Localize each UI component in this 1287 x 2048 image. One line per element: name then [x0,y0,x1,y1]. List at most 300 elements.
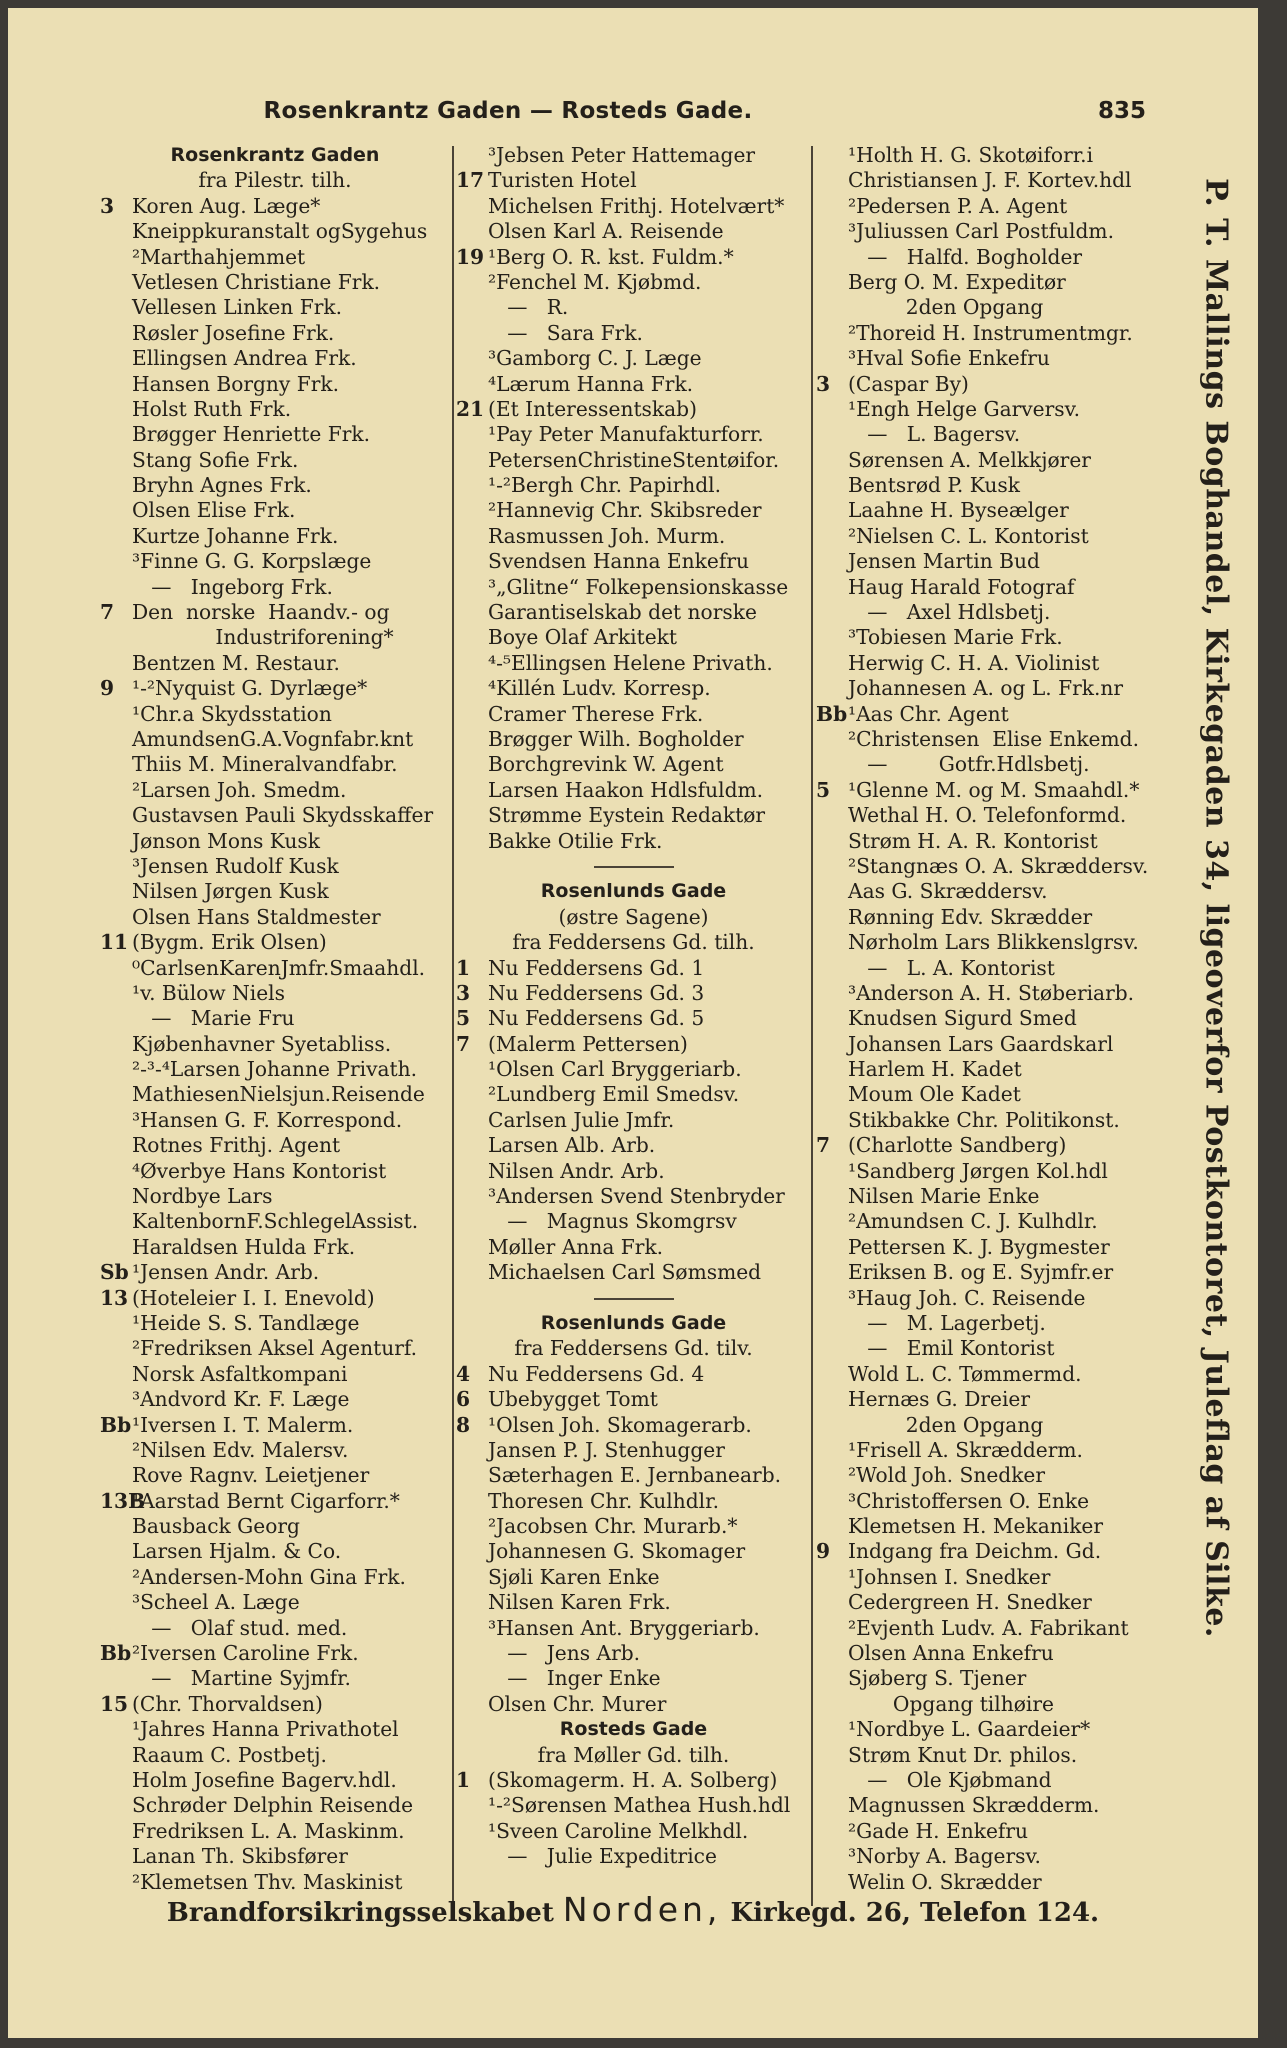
directory-entry [816,1539,1178,1564]
entry-text: 2den Opgang [848,295,1044,320]
entry-text: ²Stangnæs O. A. Skræddersv. [848,853,1149,878]
entry-text: (Hoteleier I. I. Enevold) [132,1285,375,1310]
entry-text: ²Andersen-Mohn Gina Frk. [132,1564,406,1589]
directory-entry [456,397,811,422]
directory-entry [100,1209,450,1234]
entry-text: Klemetsen H. Mekaniker [848,1514,1104,1539]
street-heading [100,143,450,168]
house-number: 3 [816,371,831,396]
directory-entry [456,702,811,727]
entry-text: Røsler Josefine Frk. [132,320,335,345]
house-number: 13B [100,1488,146,1513]
directory-entry [816,143,1178,168]
entry-text: Bausback Georg [132,1514,300,1539]
entry-text: ¹Jensen Andr. Arb. [132,1260,320,1285]
house-number: 15 [100,1691,129,1716]
directory-entry [100,1438,450,1463]
directory-page [8,8,1258,2038]
entry-text: ³Hval Sofie Enkefru [848,346,1050,371]
directory-entry [816,346,1178,371]
entry-text: ³Jebsen Peter Hattemager [488,143,756,167]
entry-text: — Ole Kjøbmand [848,1768,1052,1792]
entry-text: ⁴Øverbye Hans Kontorist [132,1158,387,1183]
entry-text: ⁴Lærum Hanna Frk. [488,371,694,396]
directory-entry [100,1413,450,1438]
entry-text: Sjøberg S. Tjener [848,1666,1027,1691]
directory-entry [816,1286,1178,1311]
directory-entry [456,194,811,219]
directory-entry [100,422,450,447]
entry-text: Magnussen Skrædderm. [848,1793,1100,1818]
entry-text: ¹Aas Chr. Agent [848,701,1009,726]
entry-text: Nu Feddersens Gd. 4 [488,1361,705,1386]
directory-entry [816,1692,1178,1717]
entry-text: ³Juliussen Carl Postfuldm. [848,219,1114,244]
entry-text: Michelsen Frithj. Hotelvært* [488,193,785,218]
entry-text: Rosenkrantz Gaden [170,144,380,166]
directory-entry [816,625,1178,650]
directory-entry [100,1159,450,1184]
entry-text: ³Andersen Svend Stenbryder [488,1184,785,1209]
entry-text: Rosenlunds Gade [540,1311,727,1334]
directory-entry [456,321,811,346]
entry-text: ³Norby A. Bagersv. [848,1844,1041,1869]
directory-entry [456,600,811,625]
directory-entry [816,1463,1178,1488]
directory-entry [456,524,811,549]
entry-text: Haraldsen Hulda Frk. [132,1234,356,1259]
entry-text: Bentsrød P. Kusk [848,473,1020,498]
entry-text: Kurtze Johanne Frk. [132,523,339,548]
house-number: 7 [816,1133,831,1158]
directory-entry [456,1819,811,1844]
entry-text: Olsen Chr. Murer [488,1691,667,1716]
footer-advertisement [8,1890,1258,1929]
entry-text: (Et Interessentskab) [488,396,697,421]
entry-text: Larsen Alb. Arb. [488,1133,656,1158]
entry-text: — Sara Frk. [488,320,643,345]
entry-text: Nu Feddersens Gd. 1 [488,955,705,980]
column-divider [452,146,454,1906]
entry-text: Larsen Haakon Hdlsfuldm. [488,777,764,802]
directory-entry [456,1514,811,1539]
directory-entry [816,752,1178,777]
entry-text: ¹Nordbye L. Gaardeier* [848,1717,1091,1742]
directory-entry [100,1260,450,1285]
entry-text: Thoresen Chr. Kulhdlr. [488,1488,719,1513]
directory-entry [456,498,811,523]
directory-entry [100,473,450,498]
directory-entry [456,1692,811,1717]
directory-entry [816,1082,1178,1107]
house-number: 3 [456,980,471,1005]
directory-entry [100,1844,450,1869]
directory-entry [100,498,450,523]
directory-entry [816,600,1178,625]
entry-text: Jensen Martin Bud [848,549,1040,574]
column-2 [456,143,811,1870]
directory-entry [456,905,811,930]
directory-entry [816,1032,1178,1057]
entry-text: ²-³-⁴Larsen Johanne Privath. [132,1057,418,1082]
directory-entry [456,448,811,473]
entry-text: (Bygm. Erik Olsen) [132,930,327,955]
directory-entry [816,879,1178,904]
directory-entry [456,1387,811,1412]
entry-text: fra Møller Gd. tilh. [537,1742,730,1767]
directory-entry [456,219,811,244]
house-number: 13 [100,1285,129,1310]
directory-entry [456,1006,811,1031]
entry-text: ⁴Killén Ludv. Korresp. [488,676,711,701]
street-heading [456,1311,811,1336]
directory-entry [816,1362,1178,1387]
side-advertisement-text: P. T. Mallings Boghandel, Kirkegaden 34, ligeoverfor Postkontoret, Juleflag af Silke. [1198,178,1234,1638]
directory-entry [100,245,450,270]
directory-entry [456,1565,811,1590]
directory-entry [100,194,450,219]
directory-entry [100,524,450,549]
directory-entry [100,346,450,371]
directory-entry [816,1413,1178,1438]
entry-text: Rosteds Gade [559,1718,708,1741]
directory-entry [456,270,811,295]
entry-text: Bentzen M. Restaur. [132,650,340,675]
directory-entry [816,295,1178,320]
entry-text: (Skomagerm. H. A. Solberg) [488,1768,778,1792]
directory-entry [816,1489,1178,1514]
entry-text: ²Amundsen C. J. Kulhdlr. [848,1209,1098,1234]
entry-text: Cramer Therese Frk. [488,701,704,726]
directory-entry [456,1743,811,1768]
directory-entry [456,727,811,752]
directory-entry [100,1184,450,1209]
entry-text: — Julie Expeditrice [488,1844,717,1869]
entry-text: ¹Aarstad Bernt Cigarforr.* [132,1488,400,1513]
directory-entry [816,1108,1178,1133]
directory-entry [456,1336,811,1361]
entry-text: Brøgger Henriette Frk. [132,422,371,447]
directory-entry [456,168,811,193]
entry-text: Christiansen J. F. Kortev.hdl [848,168,1132,193]
directory-entry [100,1539,450,1564]
directory-entry [100,651,450,676]
directory-entry [816,1717,1178,1742]
directory-entry [100,295,450,320]
street-heading [456,1717,811,1742]
street-heading [456,879,811,904]
entry-text: ¹Sveen Caroline Melkhdl. [488,1818,749,1843]
directory-entry [456,422,811,447]
entry-text: Rønning Edv. Skrædder [848,904,1093,929]
directory-entry [100,625,450,650]
directory-entry [100,1793,450,1818]
directory-entry [456,1463,811,1488]
directory-entry [816,219,1178,244]
directory-entry [816,651,1178,676]
column-3 [816,143,1178,1895]
column-1 [100,143,450,1895]
directory-entry [816,1311,1178,1336]
page-title: Rosenkrantz Gaden — Rosteds Gade. [263,98,753,124]
entry-text: — Magnus Skomgrsv [488,1209,737,1234]
directory-entry [456,1260,811,1285]
directory-entry [816,321,1178,346]
entry-text: ²Nilsen Edv. Malersv. [132,1437,349,1462]
entry-text: Brøgger Wilh. Bogholder [488,726,744,751]
entry-text: Jønson Mons Kusk [132,828,321,853]
directory-entry [816,448,1178,473]
entry-text: Moum Ole Kadet [848,1082,1021,1107]
directory-entry [816,778,1178,803]
entry-text: ⁰CarlsenKarenJmfr.Smaahdl. [132,955,426,980]
directory-entry [816,1565,1178,1590]
entry-text: Rasmussen Joh. Murm. [488,523,726,548]
directory-entry [816,1514,1178,1539]
entry-text: Johansen Lars Gaardskarl [848,1031,1114,1056]
entry-text: ¹Glenne M. og M. Smaahdl.* [848,777,1140,802]
directory-entry [816,524,1178,549]
directory-entry [456,1666,811,1691]
page-number: 835 [1098,98,1147,124]
directory-entry [816,194,1178,219]
entry-text: Cedergreen H. Snedker [848,1590,1092,1615]
entry-text: Norsk Asfaltkompani [132,1361,348,1386]
entry-text: Wethal H. O. Telefonformd. [848,803,1127,828]
house-number: 8 [456,1412,471,1437]
directory-entry [100,1006,450,1031]
directory-entry [456,676,811,701]
directory-entry [456,1057,811,1082]
directory-entry [816,1209,1178,1234]
directory-entry [100,905,450,930]
directory-entry [816,1819,1178,1844]
directory-entry [456,1413,811,1438]
entry-text: Sørensen A. Melkkjører [848,447,1091,472]
directory-entry [456,1641,811,1666]
directory-entry [816,245,1178,270]
entry-text: ¹Pay Peter Manufakturforr. [488,422,764,447]
entry-text: ²Fredriksen Aksel Agenturf. [132,1336,418,1361]
directory-entry [100,575,450,600]
entry-text: Ellingsen Andrea Frk. [132,346,357,371]
entry-text: Bakke Otilie Frk. [488,828,663,853]
directory-entry [100,1057,450,1082]
directory-entry [100,1387,450,1412]
directory-entry [100,752,450,777]
directory-entry [100,1743,450,1768]
footer-suffix: Kirkegd. 26, Telefon 124. [730,1898,1100,1928]
directory-entry [816,1793,1178,1818]
entry-text: — Martine Syjmfr. [132,1666,351,1691]
entry-text: — R. [488,295,569,320]
directory-entry [816,905,1178,930]
entry-text: ⁴-⁵Ellingsen Helene Privath. [488,650,773,675]
entry-text: ³Hansen G. F. Korrespond. [132,1107,403,1132]
house-number: 5 [456,1006,471,1031]
directory-entry [456,1032,811,1057]
entry-text: ²Thoreid H. Instrumentmgr. [848,320,1133,345]
entry-text: Holst Ruth Frk. [132,396,292,421]
directory-entry [816,549,1178,574]
entry-text: — Ingeborg Frk. [132,574,333,599]
entry-text: — Halfd. Bogholder [848,244,1083,269]
directory-entry [100,956,450,981]
entry-text: 2den Opgang [848,1412,1044,1437]
directory-entry [100,219,450,244]
house-number: 7 [456,1031,471,1056]
entry-text: (Malerm Pettersen) [488,1031,688,1056]
directory-entry [456,930,811,955]
entry-text: Strømme Eystein Redaktør [488,803,766,828]
directory-entry [100,1082,450,1107]
entry-text: Raaum C. Postbetj. [132,1742,327,1767]
entry-text: Indgang fra Deichm. Gd. [848,1539,1102,1564]
directory-entry [456,1768,811,1793]
directory-entry [456,473,811,498]
entry-text: Nilsen Andr. Arb. [488,1158,665,1183]
directory-entry [100,879,450,904]
entry-text: ²Jacobsen Chr. Murarb.* [488,1514,738,1539]
directory-entry [100,1768,450,1793]
entry-text: Strøm Knut Dr. philos. [848,1742,1078,1767]
entry-text: Industriforening* [132,625,394,650]
entry-text: Rotnes Frithj. Agent [132,1133,341,1158]
entry-text: KaltenbornF.SchlegelAssist. [132,1209,419,1234]
entry-text: Vetlesen Christiane Frk. [132,269,381,294]
directory-entry [100,1692,450,1717]
entry-text: — Gotfr.Hdlsbetj. [848,752,1090,777]
entry-text: Johannesen G. Skomager [488,1539,746,1564]
directory-entry [100,778,450,803]
directory-entry [100,1819,450,1844]
entry-text: Stikbakke Chr. Politikonst. [848,1107,1120,1132]
entry-text: ³Scheel A. Læge [132,1590,300,1615]
entry-text: Rosenlunds Gade [540,880,727,903]
directory-entry [816,473,1178,498]
entry-text: — Jens Arb. [488,1641,641,1666]
directory-entry [100,1108,450,1133]
directory-entry [816,1641,1178,1666]
entry-text: ¹Heide S. S. Tandlæge [132,1310,360,1335]
directory-entry [100,1463,450,1488]
house-number: 3 [100,193,115,218]
entry-text: Aas G. Skræddersv. [848,879,1048,904]
entry-text: Knudsen Sigurd Smed [848,1006,1077,1031]
directory-entry [456,295,811,320]
house-number: 19 [456,244,485,269]
directory-entry [100,1286,450,1311]
column-divider [811,146,813,1906]
entry-text: (østre Sagene) [558,904,709,929]
entry-text: Fredriksen L. A. Maskinm. [132,1818,405,1843]
entry-text: Svendsen Hanna Enkefru [488,549,749,574]
directory-entry [100,1032,450,1057]
entry-text: Olsen Hans Staldmester [132,904,381,929]
entry-text: ¹Chr.a Skydsstation [132,701,332,726]
directory-entry [816,1387,1178,1412]
directory-entry [100,549,450,574]
directory-entry [100,1590,450,1615]
house-number: 11 [100,930,129,955]
entry-text: — Inger Enke [488,1666,661,1691]
entry-text: ³Finne G. G. Korpslæge [132,549,372,574]
directory-entry [100,803,450,828]
entry-text: Stang Sofie Frk. [132,447,299,472]
entry-text: Vellesen Linken Frk. [132,295,343,320]
directory-entry [456,803,811,828]
directory-entry [100,676,450,701]
entry-text: Michaelsen Carl Sømsmed [488,1260,762,1285]
directory-entry [816,1844,1178,1869]
entry-text: Sæterhagen E. Jernbanearb. [488,1463,782,1488]
entry-text: Berg O. M. Expeditør [848,269,1066,294]
directory-entry [100,1641,450,1666]
entry-text: Nu Feddersens Gd. 5 [488,1006,705,1031]
directory-entry [100,1717,450,1742]
directory-entry [456,1844,811,1869]
entry-text: Jansen P. J. Stenhugger [488,1437,725,1462]
entry-text: Kneippkuranstalt ogSygehus [132,219,428,244]
entry-text: ³„Glitne“ Folkepensionskasse [488,574,789,599]
house-number: 1 [456,1768,471,1792]
directory-entry [456,1438,811,1463]
footer-prefix: Brandforsikringsselskabet [166,1898,554,1928]
directory-entry [100,854,450,879]
entry-text: Gustavsen Pauli Skydsskaffer [132,803,434,828]
entry-text: ³Tobiesen Marie Frk. [848,625,1063,650]
directory-entry [816,1666,1178,1691]
directory-entry [816,498,1178,523]
entry-text: ¹Holth H. G. Skotøiforr.i [848,143,1094,167]
directory-entry [100,1362,450,1387]
house-number: 5 [816,777,831,802]
house-number: 21 [456,396,485,421]
directory-entry [816,1235,1178,1260]
directory-entry [100,1489,450,1514]
directory-entry [100,1565,450,1590]
directory-entry [100,702,450,727]
directory-entry [816,1768,1178,1793]
entry-text: ³Haug Joh. C. Reisende [848,1285,1086,1310]
entry-text: MathiesenNielsjun.Reisende [132,1082,425,1107]
directory-entry [816,270,1178,295]
directory-entry [456,829,811,854]
entry-text: ¹Engh Helge Garversv. [848,396,1081,421]
entry-text: ¹Sandberg Jørgen Kol.hdl [848,1158,1108,1183]
directory-entry [816,727,1178,752]
entry-text: Eriksen B. og E. Syjmfr.er [848,1260,1114,1285]
entry-text: ²Nielsen C. L. Kontorist [848,523,1089,548]
entry-text: Nilsen Marie Enke [848,1184,1040,1209]
directory-entry [100,1235,450,1260]
directory-entry [456,1793,811,1818]
directory-entry [456,625,811,650]
directory-entry [100,168,450,193]
directory-entry [100,448,450,473]
directory-entry [816,676,1178,701]
entry-text: (Charlotte Sandberg) [848,1133,1067,1158]
entry-text: Rove Ragnv. Leietjener [132,1463,370,1488]
directory-entry [100,270,450,295]
entry-text [594,1298,674,1300]
entry-text: — Olaf stud. med. [132,1615,348,1640]
entry-text: ¹Jahres Hanna Privathotel [132,1717,399,1742]
directory-entry [816,1057,1178,1082]
entry-text: Welin O. Skrædder [848,1869,1042,1894]
directory-entry [100,600,450,625]
directory-entry [456,778,811,803]
